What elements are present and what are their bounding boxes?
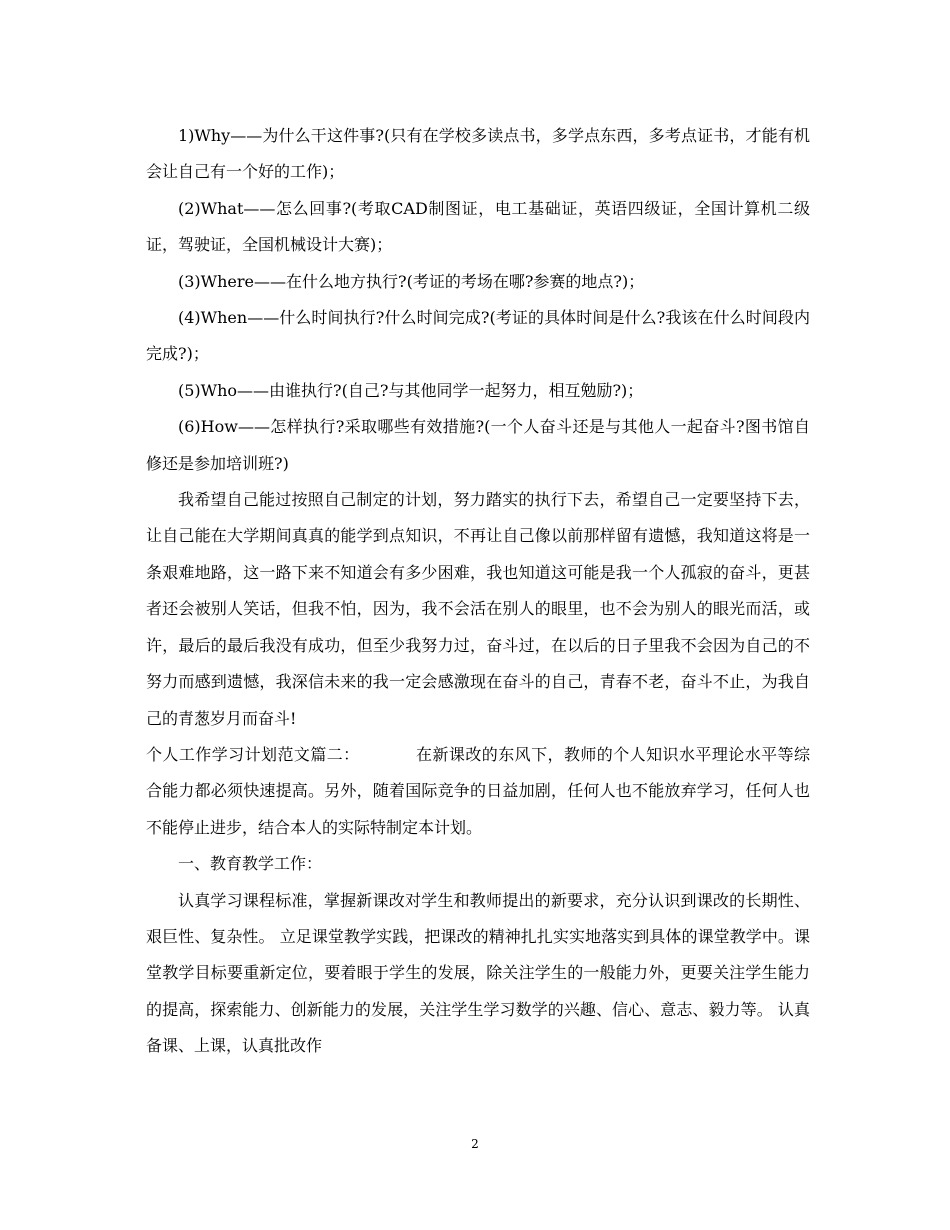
- closing-paragraph: 我希望自己能过按照自己制定的计划，努力踏实的执行下去，希望自己一定要坚持下去，让自己能在大学期间真真的能学到点知识，不再让自己像以前那样留有遗憾，我知道这将是一条艰难地路，这一路下来不知道会有多少困难，我也知道这可能是我一个人孤寂的奋斗，更甚者还会被别人笑话，但我不怕，因为，我不会活在别人的眼里，也不会为别人的眼光而活，或许，最后的最后我没有成功，但至少我努力过，奋斗过，在以后的日子里我不会因为自己的不努力而感到遗憾，我深信未来的我一定会感激现在奋斗的自己，青春不老，奋斗不止，为我自己的青葱岁月而奋斗!: [146, 490, 810, 728]
- section-intro: 在新课改的东风下，教师的个人知识水平理论水平等综合能力都必须快速提高。另外，随着国际竞争的日益加剧，任何人也不能放弃学习，任何人也不能停止进步，结合本人的实际特制定本计划。: [146, 744, 810, 837]
- page-body: [146, 118, 810, 1065]
- list-item-what: (2)What——怎么回事?(考取CAD制图证，电工基础证，英语四级证，全国计算机二级证，驾驶证，全国机械设计大赛)；: [146, 198, 810, 255]
- list-item-where: (3)Where——在什么地方执行?(考证的考场在哪?参赛的地点?)；: [178, 271, 645, 291]
- section-paragraph: [146, 737, 810, 846]
- page-number: 2: [471, 1137, 479, 1151]
- list-item-how: (6)How——怎样执行?采取哪些有效措施?(一个人奋斗还是与其他人一起奋斗?图书馆自修还是参加培训班?): [146, 417, 810, 473]
- list-item-when: (4)When——什么时间执行?什么时间完成?(考证的具体时间是什么?我该在什么时间段内完成?)；: [146, 308, 810, 364]
- list-item-who: (5)Who——由谁执行?(自己?与其他同学一起努力，相互勉励?)；: [178, 380, 644, 400]
- section-heading: 个人工作学习计划范文篇二：: [146, 744, 360, 764]
- list-item-why: 1)Why——为什么干这件事?(只有在学校多读点书，多学点东西，多考点证书，才能有机会让自己有一个好的工作)；: [146, 126, 810, 182]
- body-paragraph: 认真学习课程标准，掌握新课改对学生和教师提出的新要求，充分认识到课改的长期性、艰巨性、复杂性。 立足课堂教学实践，把课改的精神扎扎实实地落实到具体的课堂教学中。课堂教学目标要重新定位，要着眼于学生的发展，除关注学生的一般能力外，更要关注学生能力的提高，探索能力、创新能力的发展，关注学生学习数学的兴趣、信心、意志、毅力等。 认真备课、上课，认真批改作: [146, 890, 810, 1056]
- subheading: 一、教育教学工作：: [178, 854, 323, 874]
